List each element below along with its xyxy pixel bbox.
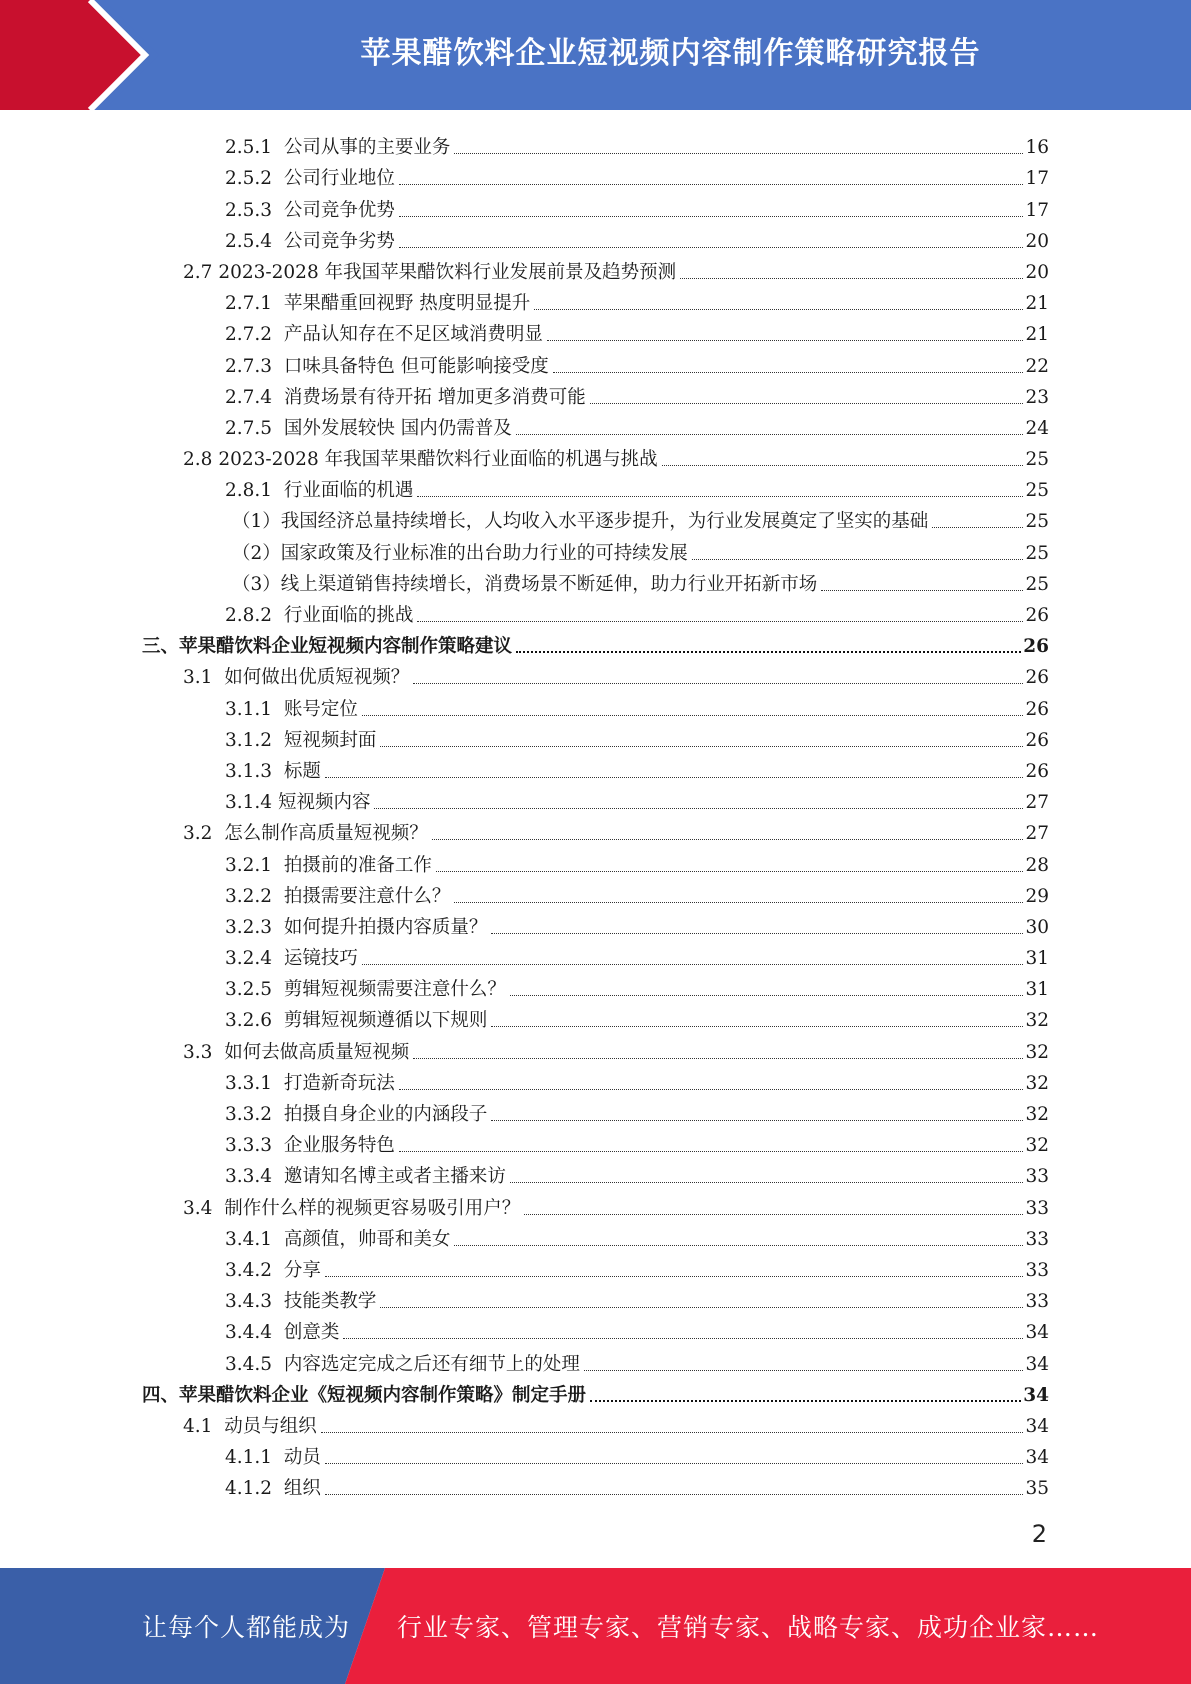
toc-entry-line [0,761,1049,783]
toc-entry-page: 26 [1025,729,1049,751]
toc-entry-line [0,449,1049,471]
toc-entry-line [0,948,1049,970]
toc-entry-number: 2.5.2 [225,168,284,190]
toc-entry-page: 29 [1025,885,1049,907]
toc-dot-leader [454,153,1023,154]
toc-dot-leader [413,1058,1023,1059]
toc-entry-page: 32 [1025,1104,1049,1125]
toc-dot-leader [325,1276,1024,1277]
toc-entry[interactable] [0,845,1191,876]
toc-entry-page: 26 [1023,636,1049,658]
toc-entry-line [0,1104,1049,1126]
toc-entry[interactable] [0,190,1191,221]
toc-dot-leader [553,372,1024,373]
toc-entry-page: 26 [1025,698,1049,720]
toc-entry-page: 25 [1025,449,1049,471]
toc-entry-page: 34 [1025,1447,1049,1469]
toc-entry-line [0,636,1049,658]
toc-entry-number: 3.1 [183,667,225,689]
toc-entry-line [0,200,1049,222]
toc-entry[interactable] [0,315,1191,346]
toc-entry-line [0,1135,1049,1157]
toc-entry[interactable] [0,1220,1191,1251]
toc-entry-title: 拍摄前的准备工作 [283,854,432,876]
toc-entry-page: 26 [1025,667,1049,689]
toc-entry-number: 3.2.6 [225,1010,284,1032]
toc-entry-line [0,356,1049,378]
footer-slogan-right: 行业专家、管理专家、营销专家、战略专家、成功企业家…… [397,1613,1100,1642]
toc-entry-number: （3） [232,573,281,595]
toc-entry-number: 3.2.2 [225,885,284,907]
toc-dot-leader [325,1494,1024,1495]
toc-dot-leader [380,1307,1023,1308]
toc-entry[interactable] [0,1376,1191,1407]
toc-entry-page: 32 [1025,1010,1049,1032]
table-of-contents [0,128,1191,1500]
toc-entry-number: 3.4.1 [225,1228,284,1250]
toc-dot-leader [454,1245,1023,1246]
toc-entry-page: 17 [1025,199,1049,221]
toc-entry-title: 2023-2028 年我国苹果醋饮料行业发展前景及趋势预测 [218,261,677,283]
toc-entry[interactable] [0,565,1191,596]
toc-entry-page: 32 [1025,1072,1049,1094]
toc-entry[interactable] [0,1407,1191,1438]
toc-entry-page: 25 [1025,511,1049,533]
toc-entry-title: 公司从事的主要业务 [283,137,451,159]
toc-entry-number: （1） [232,511,281,533]
toc-entry-number: 4.1.1 [225,1447,284,1469]
toc-entry[interactable] [0,1251,1191,1282]
toc-entry-line [0,1073,1049,1095]
toc-entry[interactable] [0,627,1191,658]
toc-entry-title: 运镜技巧 [283,948,358,970]
toc-entry-number: 3.4.5 [225,1353,284,1375]
page-number: 2 [1031,1520,1047,1548]
toc-entry-title: 苹果醋重回视野 热度明显提升 [283,293,531,315]
toc-entry-page: 30 [1025,916,1049,938]
toc-entry-title: 线上渠道销售持续增长，消费场景不断延伸，助力行业开拓新市场 [280,573,818,595]
toc-dot-leader [491,933,1023,934]
toc-entry-title: 制作什么样的视频更容易吸引用户？ [224,1197,521,1219]
toc-entry-number: 3.3.1 [225,1072,284,1094]
toc-entry-page: 24 [1025,417,1049,439]
toc-entry-number: 3.4.2 [225,1259,284,1281]
toc-entry[interactable] [0,970,1191,1001]
toc-entry[interactable] [0,1157,1191,1188]
toc-dot-leader [325,777,1024,778]
toc-entry-page: 27 [1025,792,1049,814]
toc-entry-title: 标题 [283,760,321,782]
toc-entry-title: 技能类教学 [283,1291,377,1313]
toc-entry-title: 拍摄需要注意什么？ [283,885,451,907]
toc-entry-page: 34 [1023,1384,1049,1406]
toc-entry-line [0,1198,1049,1220]
toc-entry[interactable] [0,502,1191,533]
toc-entry-title: 账号定位 [283,698,358,720]
toc-entry[interactable] [0,346,1191,377]
toc-dot-leader [321,1432,1024,1433]
toc-entry-title: 动员与组织 [224,1415,317,1437]
toc-dot-leader [680,278,1023,279]
toc-dot-leader [362,715,1024,716]
toc-entry-page: 25 [1025,480,1049,502]
toc-entry-line [0,1291,1049,1313]
footer-slogan-left: 让每个人都能成为 [142,1613,351,1642]
page-header [0,0,1191,110]
toc-entry-line [0,1229,1049,1251]
toc-entry-number: 3.3.3 [225,1135,284,1157]
toc-dot-leader [510,995,1024,996]
toc-entry-page: 33 [1025,1228,1049,1250]
toc-entry-page: 26 [1025,760,1049,782]
toc-entry-page: 34 [1025,1322,1049,1344]
toc-entry-page: 21 [1025,324,1049,346]
toc-entry-line [0,1010,1049,1032]
toc-entry-line [0,231,1049,253]
toc-entry[interactable] [0,533,1191,564]
toc-entry[interactable] [0,908,1191,939]
toc-entry-title: 公司行业地位 [283,168,395,190]
toc-entry-number: 2.5.3 [225,199,284,221]
toc-entry-number: 4.1 [183,1415,225,1437]
toc-dot-leader [516,651,1021,653]
toc-entry-line [0,823,1049,845]
toc-dot-leader [491,1026,1023,1027]
toc-entry[interactable] [0,1344,1191,1375]
toc-entry-page: 22 [1025,355,1049,377]
toc-entry-page: 20 [1025,261,1049,283]
toc-entry[interactable] [0,1469,1191,1500]
toc-dot-leader [692,559,1024,560]
toc-entry-title: 国外发展较快 国内仍需普及 [283,417,512,439]
toc-entry[interactable] [0,1313,1191,1344]
toc-entry-page: 21 [1025,293,1049,315]
toc-entry-line [0,1166,1049,1188]
toc-entry-line [0,1260,1049,1282]
toc-entry-line [0,730,1049,752]
toc-entry-title: 如何做出优质短视频？ [224,667,410,689]
toc-dot-leader [590,403,1024,404]
toc-dot-leader [399,247,1024,248]
toc-entry[interactable] [0,1095,1191,1126]
toc-entry-number: 2.8.2 [225,605,284,626]
toc-entry-page: 33 [1025,1291,1049,1313]
toc-entry-title: 2023-2028 年我国苹果醋饮料行业面临的机遇与挑战 [218,449,658,471]
toc-entry-number: 3.3.4 [225,1166,284,1188]
toc-entry[interactable] [0,877,1191,908]
toc-entry-title: 短视频封面 [283,729,377,751]
toc-entry-page: 35 [1025,1478,1049,1500]
toc-entry[interactable] [0,159,1191,190]
toc-entry-title: 公司竞争优势 [283,199,395,221]
toc-entry[interactable] [0,596,1191,627]
toc-dot-leader [413,683,1023,684]
toc-entry-number: 4.1.2 [225,1478,284,1500]
toc-entry[interactable] [0,783,1191,814]
toc-entry-page: 32 [1025,1041,1049,1063]
toc-entry[interactable] [0,752,1191,783]
toc-dot-leader [524,1214,1023,1215]
toc-entry-line [0,979,1049,1001]
toc-entry-page: 28 [1025,854,1049,876]
toc-entry-number: 2.8 [183,449,219,471]
toc-entry-number: 3.4 [183,1197,225,1219]
toc-dot-leader [399,1151,1024,1152]
toc-dot-leader [343,1338,1023,1339]
toc-entry-line [0,137,1049,159]
toc-entry-title: 短视频内容 [277,792,371,814]
toc-entry-line [0,387,1049,409]
toc-entry-number: 3.1.2 [225,729,284,751]
toc-entry[interactable] [0,814,1191,845]
toc-dot-leader [932,527,1023,528]
toc-entry-number: 3.4.4 [225,1322,284,1344]
toc-entry-number: （2） [232,542,281,564]
toc-entry[interactable] [0,128,1191,159]
toc-entry-page: 33 [1025,1259,1049,1281]
toc-entry-line [0,792,1049,814]
toc-entry-line [0,574,1049,596]
toc-entry-page: 26 [1025,605,1049,626]
toc-entry-number: 2.7.4 [225,386,284,408]
page-footer [0,1568,1191,1684]
toc-entry-title: 怎么制作高质量短视频？ [224,823,428,845]
toc-dot-leader [432,839,1024,840]
toc-entry[interactable] [0,1188,1191,1219]
toc-dot-leader [584,1370,1024,1371]
toc-entry[interactable] [0,689,1191,720]
toc-entry-number: 2.7.3 [225,355,284,377]
document-title: 苹果醋饮料企业短视频内容制作策略研究报告 [360,36,981,71]
toc-entry-number: 3.2.3 [225,916,284,938]
toc-entry-page: 32 [1025,1135,1049,1157]
toc-entry-title: 消费场景有待开拓 增加更多消费可能 [283,386,586,408]
toc-entry[interactable] [0,1064,1191,1095]
toc-entry-number: 2.5.1 [225,137,284,159]
toc-entry-line [0,667,1049,689]
toc-entry-title: 拍摄自身企业的内涵段子 [283,1104,488,1125]
toc-entry-line [0,855,1049,877]
toc-entry-page: 34 [1025,1415,1049,1437]
toc-entry[interactable] [0,721,1191,752]
toc-entry-page: 25 [1025,542,1049,564]
toc-entry-number: 3.1.4 [225,792,278,814]
toc-entry[interactable] [0,1126,1191,1157]
toc-entry[interactable] [0,440,1191,471]
toc-dot-leader [662,465,1024,466]
toc-dot-leader [399,1089,1024,1090]
toc-entry-number: 2.7.5 [225,417,284,439]
toc-entry-line [0,1478,1049,1500]
toc-entry[interactable] [0,222,1191,253]
toc-entry[interactable] [0,253,1191,284]
toc-entry-title: 三、苹果醋饮料企业短视频内容制作策略建议 [142,636,513,658]
toc-dot-leader [510,1182,1024,1183]
toc-entry-number: 3.1.3 [225,760,284,782]
toc-entry-page: 20 [1025,230,1049,252]
toc-entry-line [0,605,1049,627]
toc-entry-line [0,168,1049,190]
toc-entry[interactable] [0,1032,1191,1063]
toc-entry-title: 打造新奇玩法 [283,1072,395,1094]
toc-entry-line [0,293,1049,315]
toc-entry-title: 产品认知存在不足区域消费明显 [283,324,543,346]
toc-entry-title: 剪辑短视频遵循以下规则 [283,1010,488,1032]
header-arrow-decoration [0,0,160,110]
toc-entry-line [0,324,1049,346]
toc-dot-leader [417,621,1023,622]
toc-entry-title: 国家政策及行业标准的出台助力行业的可持续发展 [280,542,688,564]
toc-entry-number: 3.2.1 [225,854,284,876]
toc-entry-title: 分享 [283,1259,321,1281]
toc-entry-title: 创意类 [283,1322,340,1344]
toc-entry-title: 组织 [283,1478,321,1500]
toc-entry-number: 3.3 [183,1041,225,1063]
toc-entry-number: 3.2.5 [225,979,284,1001]
toc-entry-number: 3.4.3 [225,1291,284,1313]
toc-entry[interactable] [0,378,1191,409]
toc-entry-line [0,1385,1049,1407]
toc-entry-title: 剪辑短视频需要注意什么？ [283,979,506,1001]
toc-dot-leader [821,590,1023,591]
toc-entry-title: 我国经济总量持续增长，人均收入水平逐步提升，为行业发展奠定了坚实的基础 [280,511,929,533]
toc-entry-line [0,699,1049,721]
toc-entry-title: 邀请知名博主或者主播来访 [283,1166,506,1188]
toc-entry-page: 34 [1025,1353,1049,1375]
toc-entry-page: 23 [1025,386,1049,408]
toc-entry-line [0,1447,1049,1469]
toc-entry-number: 3.2.4 [225,948,284,970]
toc-entry[interactable] [0,284,1191,315]
toc-entry-title: 动员 [283,1447,321,1469]
toc-entry-line [0,1354,1049,1376]
toc-dot-leader [374,808,1023,809]
toc-dot-leader [491,1120,1023,1121]
toc-dot-leader [399,216,1024,217]
toc-entry-page: 25 [1025,573,1049,595]
toc-entry-number: 2.5.4 [225,230,284,252]
toc-entry[interactable] [0,471,1191,502]
toc-dot-leader [417,496,1023,497]
toc-entry-line [0,543,1049,565]
toc-entry-title: 公司竞争劣势 [283,230,395,252]
toc-dot-leader [399,184,1024,185]
toc-entry-page: 31 [1025,948,1049,970]
toc-dot-leader [547,340,1024,341]
toc-dot-leader [590,1400,1021,1402]
toc-entry[interactable] [0,939,1191,970]
toc-entry[interactable] [0,1001,1191,1032]
toc-entry-number: 2.8.1 [225,480,284,502]
toc-entry-line [0,886,1049,908]
toc-entry-page: 33 [1025,1166,1049,1188]
toc-entry-line [0,1416,1049,1438]
toc-dot-leader [454,902,1023,903]
toc-entry-page: 16 [1025,137,1049,159]
toc-entry-title: 高颜值，帅哥和美女 [283,1228,451,1250]
toc-entry-number: 2.7 [183,261,219,283]
toc-entry-title: 如何去做高质量短视频 [224,1041,410,1063]
toc-entry-number: 2.7.1 [225,293,284,315]
toc-entry-title: 内容选定完成之后还有细节上的处理 [283,1353,580,1375]
toc-entry-line [0,1322,1049,1344]
toc-entry-title: 如何提升拍摄内容质量？ [283,916,488,938]
toc-entry-page: 17 [1025,168,1049,190]
toc-dot-leader [325,1463,1024,1464]
toc-entry-line [0,418,1049,440]
toc-entry-number: 2.7.2 [225,324,284,346]
toc-dot-leader [362,964,1024,965]
toc-dot-leader [436,871,1024,872]
toc-entry-title: 口味具备特色 但可能影响接受度 [283,355,549,377]
toc-entry-page: 31 [1025,979,1049,1001]
toc-entry-line [0,480,1049,502]
toc-entry-number: 3.1.1 [225,698,284,720]
toc-entry-title: 四、苹果醋饮料企业《短视频内容制作策略》制定手册 [142,1384,587,1406]
toc-entry[interactable] [0,409,1191,440]
toc-entry-line [0,511,1049,533]
toc-entry-line [0,917,1049,939]
toc-entry[interactable] [0,1282,1191,1313]
toc-entry-line [0,1042,1049,1064]
toc-dot-leader [380,746,1023,747]
toc-dot-leader [534,309,1023,310]
toc-dot-leader [516,434,1024,435]
toc-entry[interactable] [0,1438,1191,1469]
toc-entry-number: 3.3.2 [225,1104,284,1125]
toc-entry-title: 行业面临的机遇 [283,480,414,502]
toc-entry-number: 3.2 [183,823,225,845]
toc-entry-line [0,262,1049,284]
toc-entry-page: 27 [1025,823,1049,845]
toc-entry[interactable] [0,658,1191,689]
toc-entry-title: 行业面临的挑战 [283,605,414,626]
toc-entry-title: 企业服务特色 [283,1135,395,1157]
toc-entry-page: 33 [1025,1197,1049,1219]
